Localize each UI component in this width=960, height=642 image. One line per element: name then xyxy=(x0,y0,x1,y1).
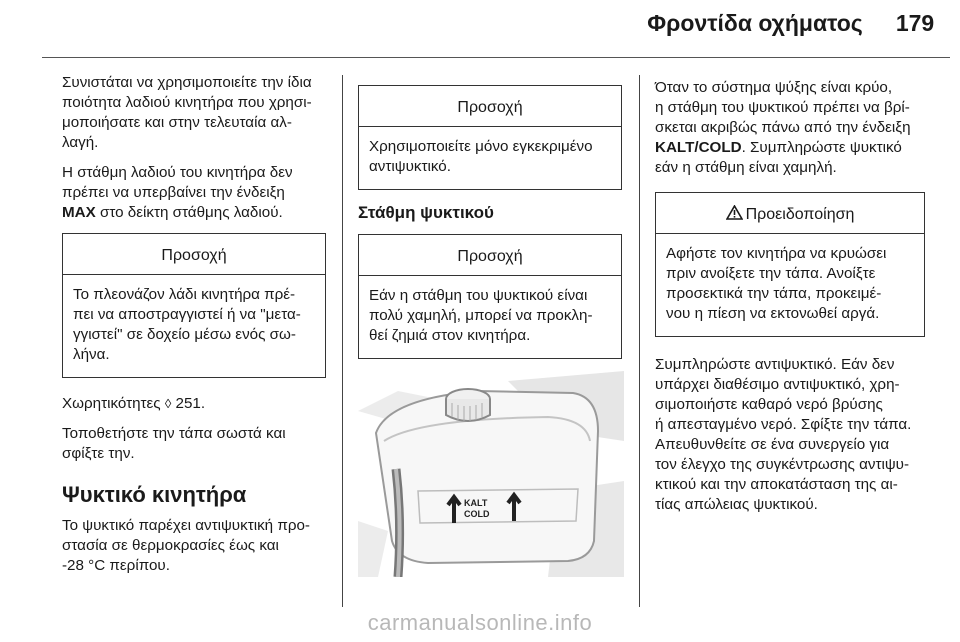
oil-quality-paragraph: Συνιστάται να χρησιμοποιείτε την ίδια ποιότητα λαδιού κινητήρα που χρησι- μοποιήσατε και στην τελευταία αλ- λαγή. xyxy=(62,74,312,151)
notice-title: Προσοχή xyxy=(359,235,621,276)
column-divider-right xyxy=(639,75,640,607)
notice-box-approved-antifreeze xyxy=(358,85,622,190)
left-column xyxy=(62,73,326,586)
capacities-reference xyxy=(62,394,326,414)
page-header-title: Φροντίδα οχήματος xyxy=(647,10,863,36)
warning-title: Προειδοποίηση xyxy=(745,206,855,223)
watermark: carmanualsonline.info xyxy=(367,610,593,635)
coolant-level-paragraph: Όταν το σύστημα ψύξης είναι κρύο, η στάθμη του ψυκτικού πρέπει να βρί- σκεται ακριβώς πάνω από την ένδειξη KALT/COLD. Συμπληρώστε ψυκτικό εάν η στάθμη είναι χαμηλή. xyxy=(655,79,911,176)
max-mark-text: MAX xyxy=(62,204,96,221)
notice-box-low-coolant xyxy=(358,234,622,359)
kalt-cold-mark-text: KALT/COLD xyxy=(655,139,742,156)
warning-title-row xyxy=(656,193,924,234)
coolant-intro-paragraph: Το ψυκτικό παρέχει αντιψυκτική προ- στασία σε θερμοκρασίες έως και -28 °C περίπου. xyxy=(62,517,310,574)
notice-box-excess-oil xyxy=(62,233,326,378)
section-heading-engine-coolant: Ψυκτικό κινητήρα xyxy=(62,482,247,507)
middle-column xyxy=(358,85,622,577)
kalt-label: KALT xyxy=(464,498,488,508)
capacities-link[interactable]: Χωρητικότητες xyxy=(62,395,161,412)
warning-triangle-icon xyxy=(726,205,743,220)
notice-title: Προσοχή xyxy=(63,234,325,275)
notice-body: Χρησιμοποιείτε μόνο εγκεκριμένο αντιψυκτικό. xyxy=(369,138,593,175)
cap-paragraph: Τοποθετήστε την τάπα σωστά και σφίξτε την. xyxy=(62,425,286,462)
top-up-paragraph: Συμπληρώστε αντιψυκτικό. Εάν δεν υπάρχει διαθέσιμο αντιψυκτικό, χρη- σιμοποιήστε καθαρό νερό βρύσης ή απεσταγμένο νερό. Σφίξτε την τάπα. Απευθυνθείτε σε ένα συνεργείο για τον έλεγχο της συγκέντρωσης αντιψυ- κτικού και την αποκατάσταση της αι- τίας απώλειας ψυκτικού. xyxy=(655,356,912,513)
column-divider-left xyxy=(342,75,343,607)
subheading-coolant-level: Στάθμη ψυκτικού xyxy=(358,203,494,222)
page-number: 179 xyxy=(895,10,935,36)
right-column xyxy=(655,78,925,525)
notice-body: Εάν η στάθμη του ψυκτικού είναι πολύ χαμηλή, μπορεί να προκλη- θεί ζημιά στον κινητήρα. xyxy=(369,287,593,344)
notice-title: Προσοχή xyxy=(359,86,621,127)
warning-box xyxy=(655,192,925,337)
header-divider xyxy=(42,57,950,58)
notice-body: Το πλεονάζον λάδι κινητήρα πρέ- πει να αποστραγγιστεί ή να "μετα- γγιστεί" σε δοχείο μέσω ενός σω- λήνα. xyxy=(73,286,301,363)
cold-label: COLD xyxy=(464,509,490,519)
page-reference-icon: ◊ xyxy=(164,396,172,411)
coolant-reservoir-illustration xyxy=(358,371,624,577)
warning-body: Αφήστε τον κινητήρα να κρυώσει πριν ανοίξετε την τάπα. Ανοίξτε προσεκτικά την τάπα, προκειμέ- νου η πίεση να εκτονωθεί αργά. xyxy=(666,245,887,322)
capacities-page[interactable]: 251. xyxy=(171,395,206,412)
oil-level-paragraph: Η στάθμη λαδιού του κινητήρα δεν πρέπει να υπερβαίνει την ένδειξη MAX στο δείκτη στάθμης λαδιού. xyxy=(62,164,293,221)
